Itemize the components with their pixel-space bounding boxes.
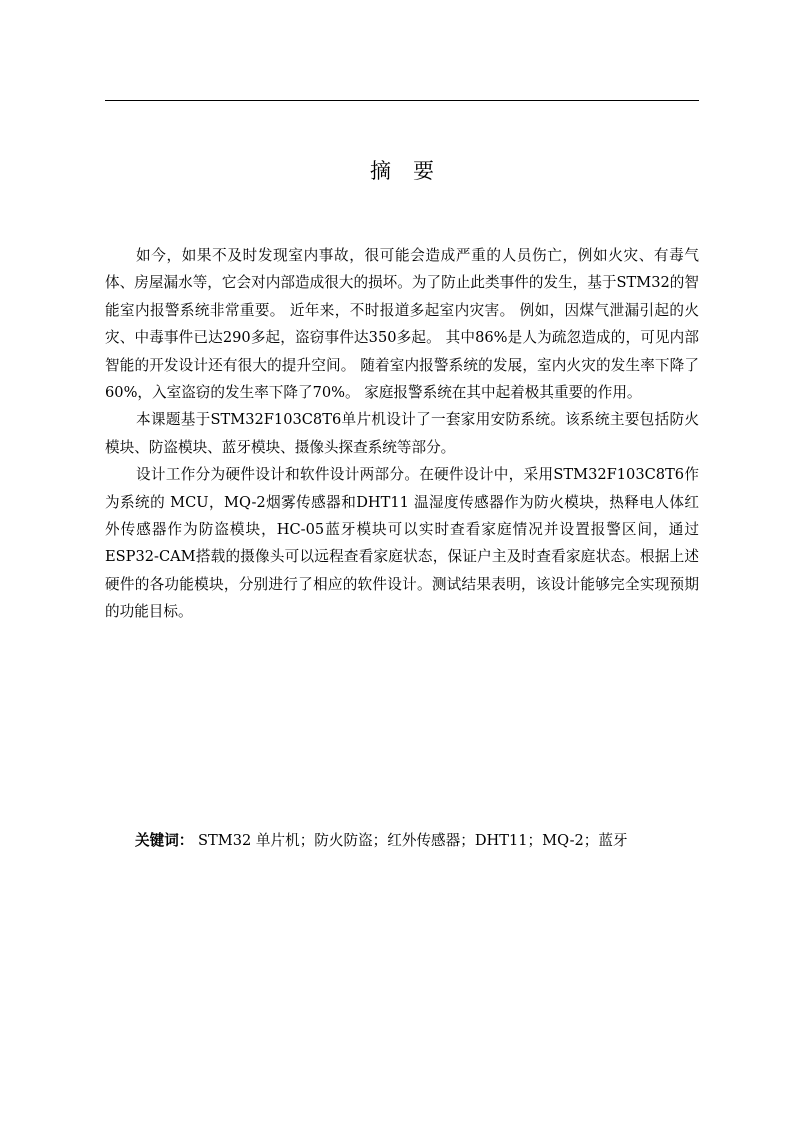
abstract-paragraph-2: 本课题基于STM32F103C8T6单片机设计了一套家用安防系统。该系统主要包括防火模块、防盗模块、蓝牙模块、摄像头探查系统等部分。 [105,411,699,456]
keywords-line [135,829,699,853]
header-rule [105,100,699,101]
abstract-paragraph-3: 设计工作分为硬件设计和软件设计两部分。在硬件设计中，采用STM32F103C8T6作为系统的 MCU，MQ-2烟雾传感器和DHT11 温湿度传感器作为防火模块，热释电人体红外传感器作为防盗模块，HC-05蓝牙模块可以实时查看家庭情况并设置报警区间，通过ESP32-CAM搭载的摄像头可以远程查看家庭状态，保证户主及时查看家庭状态。根据上述硬件的各功能模块，分别进行了相应的软件设计。测试结果表明，该设计能够完全实现预期的功能目标。 [105,466,699,621]
abstract-paragraph-1: 如今，如果不及时发现室内事故，很可能会造成严重的人员伤亡，例如火灾、有毒气体、房屋漏水等，它会对内部造成很大的损坏。为了防止此类事件的发生，基于STM32的智能室内报警系统非常重要。 近年来，不时报道多起室内灾害。 例如，因煤气泄漏引起的火灾、中毒事件已达290多起，盗窃事件达350多起。 其中86%是人为疏忽造成的，可见内部智能的开发设计还有很大的提升空间。 随着室内报警系统的发展，室内火灾的发生率下降了60%，入室盗窃的发生率下降了70%。 家庭报警系统在其中起着极其重要的作用。 [105,247,699,402]
page-title: 摘要 [370,159,456,183]
abstract-body [105,242,699,626]
keywords-text: STM32 单片机；防火防盗；红外传感器；DHT11；MQ-2；蓝牙 [198,832,628,849]
keywords-label: 关键词： [135,832,194,849]
